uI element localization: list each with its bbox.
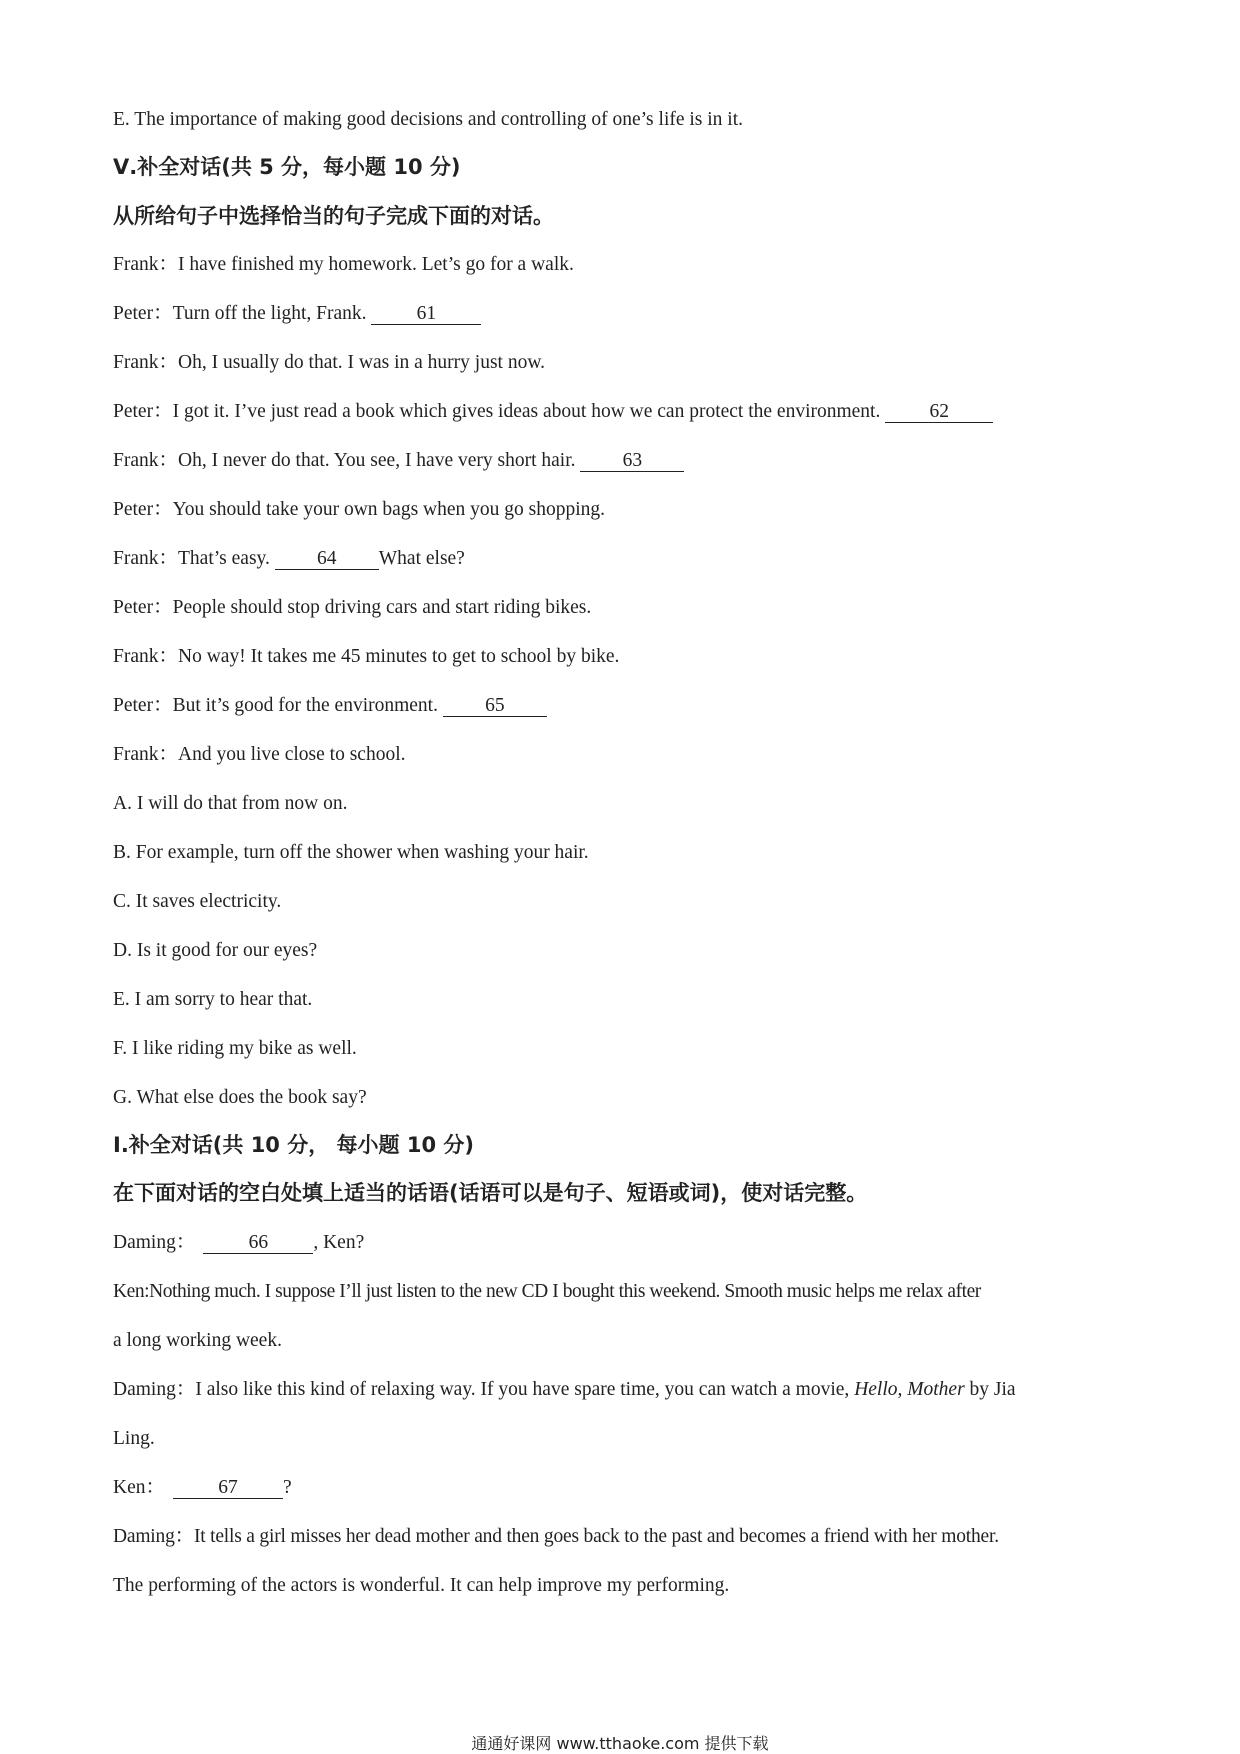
section-5-instruction: 从所给句子中选择恰当的句子完成下面的对话。 (113, 204, 554, 228)
speaker: Peter (113, 499, 154, 520)
answer-blank-62[interactable]: 62 (885, 401, 993, 423)
option-e-previous: E. The importance of making good decisions and controlling of one’s life is in it. (113, 109, 744, 130)
dialogue-text: But it’s good for the environment. (172, 695, 438, 716)
speaker: Ken (113, 1281, 145, 1302)
speaker: Frank (113, 548, 159, 569)
footer-watermark: 通通好课网 www.tthaoke.com 提供下载 (471, 1734, 769, 1753)
dialogue-text: ? (283, 1477, 292, 1498)
option-g: G. What else does the book say? (113, 1087, 367, 1108)
speaker: Peter (113, 401, 154, 422)
dialogue-text: That’s easy. (178, 548, 270, 569)
option-b: B. For example, turn off the shower when washing your hair. (113, 842, 589, 863)
dialogue-line: Frank：That’s easy. 64 What else? (113, 548, 465, 569)
dialogue-line: Peter：Turn off the light, Frank. 61 (113, 302, 481, 325)
dialogue-text: You should take your own bags when you go shopping. (172, 499, 606, 520)
answer-blank-66[interactable]: 66 (203, 1232, 313, 1254)
speaker: Frank (113, 352, 159, 373)
dialogue-text: Turn off the light, Frank. (172, 303, 367, 324)
answer-blank-65[interactable]: 65 (443, 695, 547, 717)
dialogue-line: Ken:Nothing much. I suppose I’ll just listen to the new CD I bought this weekend. Smooth music helps me relax after (113, 1281, 981, 1302)
section-1-instruction: 在下面对话的空白处填上适当的话语(话语可以是句子、短语或词)，使对话完整。 (113, 1181, 868, 1205)
speaker: Frank (113, 254, 159, 275)
dialogue-text: Oh, I usually do that. I was in a hurry just now. (178, 352, 546, 373)
dialogue-text: Oh, I never do that. You see, I have very short hair. (178, 450, 576, 471)
option-a: A. I will do that from now on. (113, 793, 348, 814)
dialogue-line: Daming：I also like this kind of relaxing way. If you have spare time, you can watch a movie, Hello, Mother by Jia (113, 1379, 1016, 1400)
dialogue-continuation: Ling. (113, 1428, 155, 1449)
dialogue-continuation: The performing of the actors is wonderful. It can help improve my performing. (113, 1575, 730, 1596)
speaker: Daming (113, 1526, 175, 1547)
dialogue-text: I also like this kind of relaxing way. If you have spare time, you can watch a movie, (195, 1379, 850, 1400)
dialogue-line: Ken： 67 ? (113, 1477, 292, 1498)
answer-blank-61[interactable]: 61 (371, 303, 481, 325)
section-5-title: Ⅴ.补全对话(共 5 分，每小题 10 分) (113, 155, 461, 179)
dialogue-line: Daming： 66 , Ken? (113, 1232, 365, 1253)
option-e: E. I am sorry to hear that. (113, 989, 313, 1010)
option-f: F. I like riding my bike as well. (113, 1038, 357, 1059)
answer-blank-63[interactable]: 63 (580, 450, 684, 472)
speaker: Peter (113, 597, 154, 618)
dialogue-line: Frank：Oh, I usually do that. I was in a hurry just now. (113, 352, 546, 373)
dialogue-line: Peter：I got it. I’ve just read a book which gives ideas about how we can protect the environment. 62 (113, 400, 993, 423)
speaker: Frank (113, 646, 159, 667)
dialogue-text: by Jia (969, 1379, 1016, 1400)
dialogue-text: I have finished my homework. Let’s go for a walk. (178, 254, 574, 275)
dialogue-text: I got it. I’ve just read a book which gives ideas about how we can protect the environment. (172, 401, 881, 422)
speaker: Frank (113, 744, 159, 765)
dialogue-text: No way! It takes me 45 minutes to get to school by bike. (178, 646, 620, 667)
section-1-title: Ⅰ.补全对话(共 10 分， 每小题 10 分) (113, 1133, 474, 1157)
dialogue-line: Daming：It tells a girl misses her dead mother and then goes back to the past and becomes a friend with her mother. (113, 1526, 999, 1547)
speaker: Peter (113, 695, 154, 716)
dialogue-continuation: a long working week. (113, 1330, 282, 1351)
dialogue-line: Frank：And you live close to school. (113, 744, 406, 765)
dialogue-line: Frank：Oh, I never do that. You see, I have very short hair. 63 (113, 449, 684, 472)
dialogue-line: Peter：People should stop driving cars and start riding bikes. (113, 597, 592, 618)
answer-blank-67[interactable]: 67 (173, 1477, 283, 1499)
dialogue-text: Nothing much. I suppose I’ll just listen to the new CD I bought this weekend. Smooth music helps me relax after (149, 1281, 981, 1302)
dialogue-text: And you live close to school. (178, 744, 406, 765)
dialogue-line: Frank：No way! It takes me 45 minutes to get to school by bike. (113, 646, 620, 667)
dialogue-text: , Ken? (313, 1232, 365, 1253)
answer-blank-64[interactable]: 64 (275, 548, 379, 570)
dialogue-text: What else? (378, 548, 465, 569)
speaker: Peter (113, 303, 154, 324)
movie-title: Hello, Mother (854, 1379, 965, 1400)
speaker: Ken (113, 1477, 146, 1498)
dialogue-text: It tells a girl misses her dead mother and then goes back to the past and becomes a friend with her mother. (193, 1526, 999, 1547)
speaker: Frank (113, 450, 159, 471)
dialogue-line: Peter：You should take your own bags when you go shopping. (113, 499, 606, 520)
dialogue-line: Frank：I have finished my homework. Let’s go for a walk. (113, 254, 574, 275)
option-d: D. Is it good for our eyes? (113, 940, 318, 961)
option-c: C. It saves electricity. (113, 891, 282, 912)
speaker: Daming (113, 1379, 176, 1400)
speaker: Daming (113, 1232, 176, 1253)
dialogue-line: Peter：But it’s good for the environment. 65 (113, 694, 547, 717)
dialogue-text: People should stop driving cars and start riding bikes. (172, 597, 592, 618)
